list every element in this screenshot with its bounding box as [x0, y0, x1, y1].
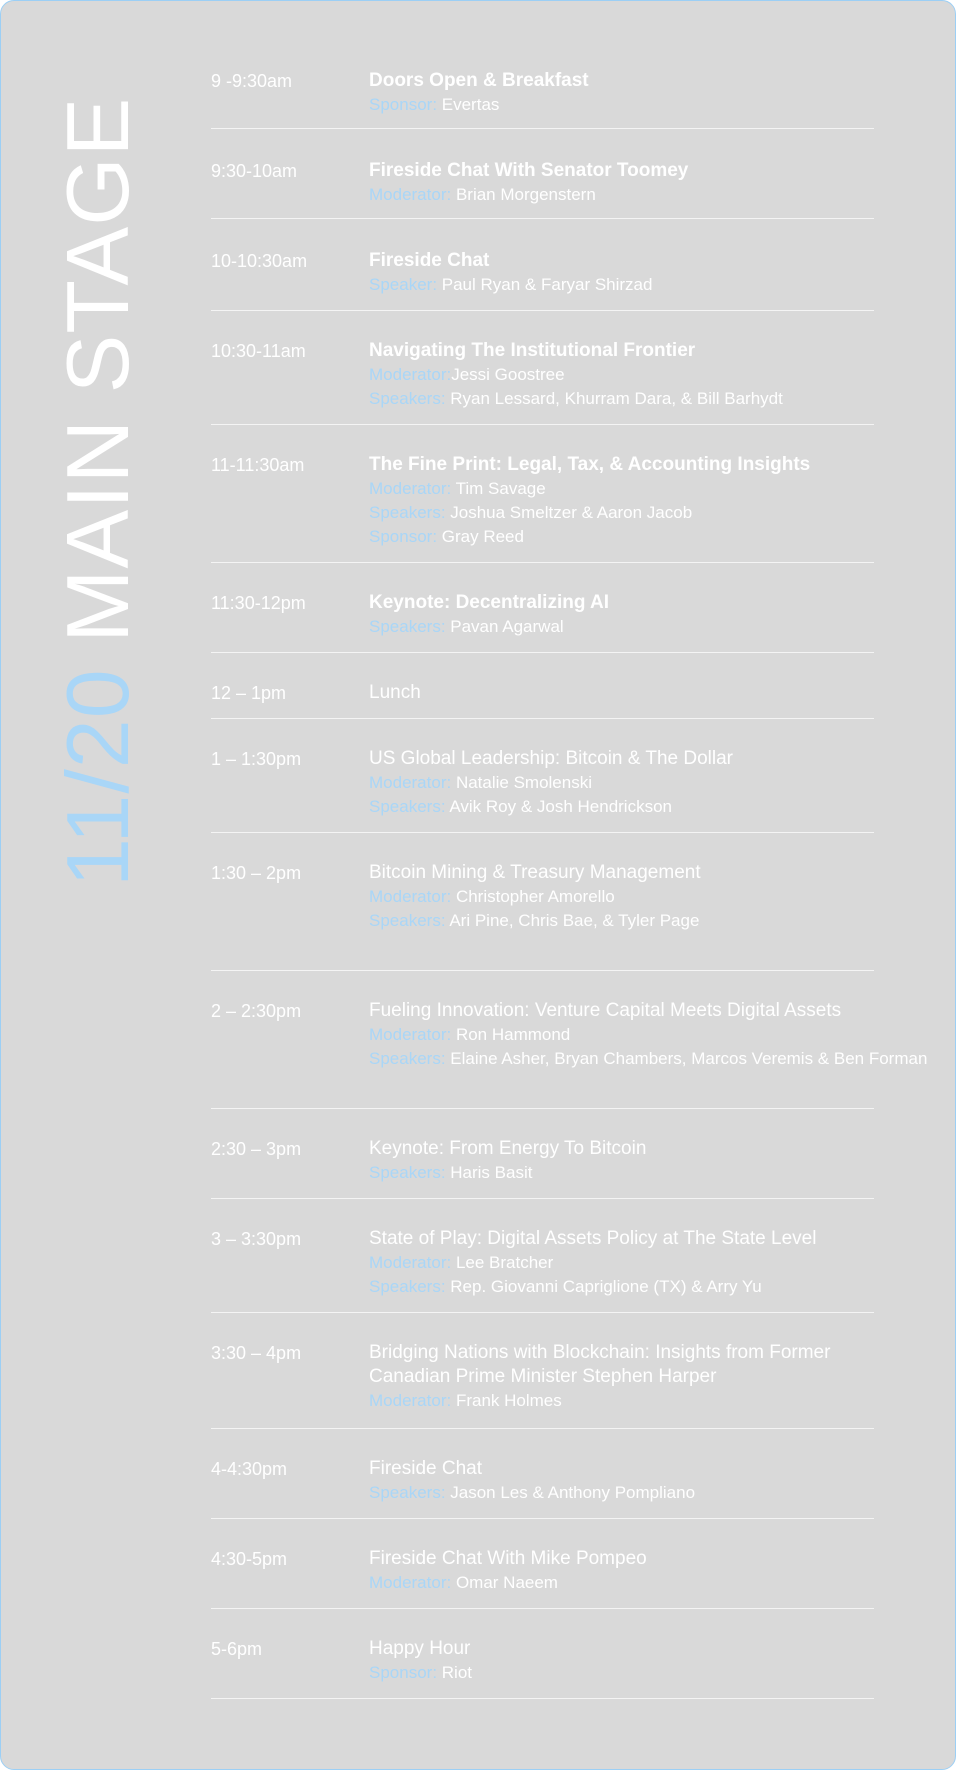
- participant-role: Moderator:: [369, 887, 456, 906]
- session-row: [211, 681, 874, 719]
- participant-role: Sponsor:: [369, 95, 442, 114]
- participant-role: Speakers:: [369, 1049, 451, 1068]
- session-details: [369, 999, 929, 1071]
- session-details: [369, 681, 929, 705]
- session-row: [211, 1137, 874, 1199]
- session-participants: [369, 363, 929, 387]
- session-time: 1:30 – 2pm: [211, 863, 302, 883]
- participant-role: Moderator:: [369, 1391, 456, 1410]
- session-time: 3:30 – 4pm: [211, 1343, 302, 1363]
- participant-names: Lee Bratcher: [455, 1253, 554, 1272]
- session-participants: [369, 1161, 929, 1185]
- session-time: 11:30-12pm: [211, 593, 306, 613]
- participant-names: Riot: [441, 1663, 472, 1682]
- session-participants: [369, 1571, 929, 1595]
- session-row: [211, 249, 874, 311]
- session-participants: [369, 1661, 929, 1685]
- session-time: 10:30-11am: [211, 341, 306, 361]
- session-details: [369, 747, 929, 819]
- participant-names: Christopher Amorello: [455, 887, 615, 906]
- session-participants: [369, 1023, 929, 1047]
- session-participants: [369, 477, 929, 501]
- session-details: [369, 1457, 929, 1505]
- participant-role: Speakers:: [369, 797, 450, 816]
- session-participants: [369, 615, 929, 639]
- participant-names: Ron Hammond: [455, 1025, 571, 1044]
- participant-role: Moderator:: [369, 773, 456, 792]
- session-time: 5-6pm: [211, 1639, 263, 1659]
- session-row: [211, 747, 874, 833]
- participant-names: Natalie Smolenski: [455, 773, 592, 792]
- session-details: [369, 69, 929, 117]
- session-time: 12 – 1pm: [211, 683, 287, 703]
- participant-role: Moderator:: [369, 185, 456, 204]
- participant-names: Gray Reed: [441, 527, 524, 546]
- session-details: [369, 339, 929, 411]
- session-row: [211, 69, 874, 129]
- session-row: [211, 591, 874, 653]
- session-participants: [369, 1275, 929, 1299]
- participant-names: Rep. Giovanni Capriglione (TX) & Arry Yu: [450, 1277, 762, 1296]
- participant-role: Speaker:: [369, 275, 442, 294]
- session-details: [369, 861, 929, 933]
- session-row: [211, 1547, 874, 1609]
- session-details: [369, 591, 929, 639]
- session-details: [369, 159, 929, 207]
- participant-role: Moderator:: [369, 479, 456, 498]
- participant-names: Haris Basit: [450, 1163, 533, 1182]
- session-time: 4-4:30pm: [211, 1459, 288, 1479]
- session-row: [211, 159, 874, 219]
- session-title: Lunch: [369, 682, 421, 703]
- participant-names: Tim Savage: [455, 479, 546, 498]
- participant-names: Joshua Smeltzer & Aaron Jacob: [450, 503, 693, 522]
- session-title: Fireside Chat: [369, 250, 490, 271]
- session-row: [211, 861, 874, 971]
- participant-role: Moderator:: [369, 1573, 456, 1592]
- participant-role: Speakers:: [369, 1277, 451, 1296]
- session-title: Fireside Chat With Mike Pompeo: [369, 1548, 647, 1569]
- participant-role: Moderator:: [369, 365, 452, 384]
- participant-names: Frank Holmes: [455, 1391, 562, 1410]
- session-title: US Global Leadership: Bitcoin & The Dollar: [369, 748, 734, 769]
- participant-role: Moderator:: [369, 1253, 456, 1272]
- session-details: [369, 249, 929, 297]
- session-time: 9:30-10am: [211, 161, 298, 181]
- session-row: [211, 453, 874, 563]
- session-title: Happy Hour: [369, 1638, 471, 1659]
- session-time: 4:30-5pm: [211, 1549, 288, 1569]
- session-time: 9 -9:30am: [211, 71, 293, 91]
- participant-names: Brian Morgenstern: [455, 185, 596, 204]
- session-row: [211, 1227, 874, 1313]
- session-participants: [369, 1251, 929, 1275]
- session-participants: [369, 1389, 929, 1413]
- participant-names: Ryan Lessard, Khurram Dara, & Bill Barhydt: [450, 389, 783, 408]
- session-row: [211, 1457, 874, 1519]
- session-participants: [369, 885, 929, 909]
- participant-role: Sponsor:: [369, 1663, 442, 1682]
- session-participants: [369, 387, 929, 411]
- participant-role: Speakers:: [369, 911, 450, 930]
- session-details: [369, 1547, 929, 1595]
- session-title: Fireside Chat With Senator Toomey: [369, 160, 689, 181]
- participant-names: Elaine Asher, Bryan Chambers, Marcos Veremis & Ben Forman: [450, 1049, 928, 1068]
- session-participants: [369, 909, 929, 933]
- session-time: 10-10:30am: [211, 251, 308, 271]
- session-title: Fueling Innovation: Venture Capital Meets Digital Assets: [369, 1000, 842, 1021]
- participant-role: Moderator:: [369, 1025, 456, 1044]
- schedule-date: 11/20: [48, 668, 147, 887]
- session-row: [211, 999, 928, 1109]
- session-time: 3 – 3:30pm: [211, 1229, 302, 1249]
- session-title: The Fine Print: Legal, Tax, & Accounting Insights: [369, 454, 811, 475]
- participant-role: Speakers:: [369, 389, 451, 408]
- participant-role: Speakers:: [369, 1483, 451, 1502]
- session-details: [369, 453, 929, 549]
- participant-names: Jason Les & Anthony Pompliano: [450, 1483, 696, 1502]
- session-participants: [369, 525, 929, 549]
- session-title: Doors Open & Breakfast: [369, 70, 589, 91]
- session-title: Keynote: Decentralizing AI: [369, 592, 610, 613]
- session-title: Bridging Nations with Blockchain: Insights from Former Canadian Prime Minister Stephen Harper: [369, 1342, 831, 1387]
- session-title: State of Play: Digital Assets Policy at The State Level: [369, 1228, 817, 1249]
- session-participants: [369, 771, 929, 795]
- participant-role: Speakers:: [369, 503, 451, 522]
- session-row: [211, 1637, 874, 1699]
- session-details: [369, 1341, 929, 1413]
- session-participants: [369, 795, 929, 819]
- participant-names: Pavan Agarwal: [450, 617, 564, 636]
- participant-names: Ari Pine, Chris Bae, & Tyler Page: [449, 911, 700, 930]
- stage-name: MAIN STAGE: [48, 96, 147, 643]
- participant-role: Speakers:: [369, 617, 451, 636]
- session-row: [211, 339, 874, 425]
- participant-names: Jessi Goostree: [451, 365, 565, 384]
- participant-names: Paul Ryan & Faryar Shirzad: [441, 275, 653, 294]
- session-row: [211, 1341, 874, 1429]
- session-title: Keynote: From Energy To Bitcoin: [369, 1138, 647, 1159]
- session-participants: [369, 501, 929, 525]
- session-details: [369, 1637, 929, 1685]
- session-participants: [369, 183, 929, 207]
- session-title: Bitcoin Mining & Treasury Management: [369, 862, 701, 883]
- participant-role: Speakers:: [369, 1163, 451, 1182]
- participant-names: Avik Roy & Josh Hendrickson: [449, 797, 672, 816]
- session-title: Fireside Chat: [369, 1458, 482, 1479]
- session-participants: [369, 1481, 929, 1505]
- participant-names: Evertas: [441, 95, 500, 114]
- session-participants: [369, 1047, 929, 1071]
- session-details: [369, 1227, 929, 1299]
- participant-names: Omar Naeem: [455, 1573, 558, 1592]
- session-time: 2:30 – 3pm: [211, 1139, 302, 1159]
- session-participants: [369, 93, 929, 117]
- session-time: 11-11:30am: [211, 455, 305, 475]
- session-time: 2 – 2:30pm: [211, 1001, 302, 1021]
- session-participants: [369, 273, 929, 297]
- participant-role: Sponsor:: [369, 527, 442, 546]
- session-time: 1 – 1:30pm: [211, 749, 302, 769]
- session-title: Navigating The Institutional Frontier: [369, 340, 696, 361]
- session-details: [369, 1137, 929, 1185]
